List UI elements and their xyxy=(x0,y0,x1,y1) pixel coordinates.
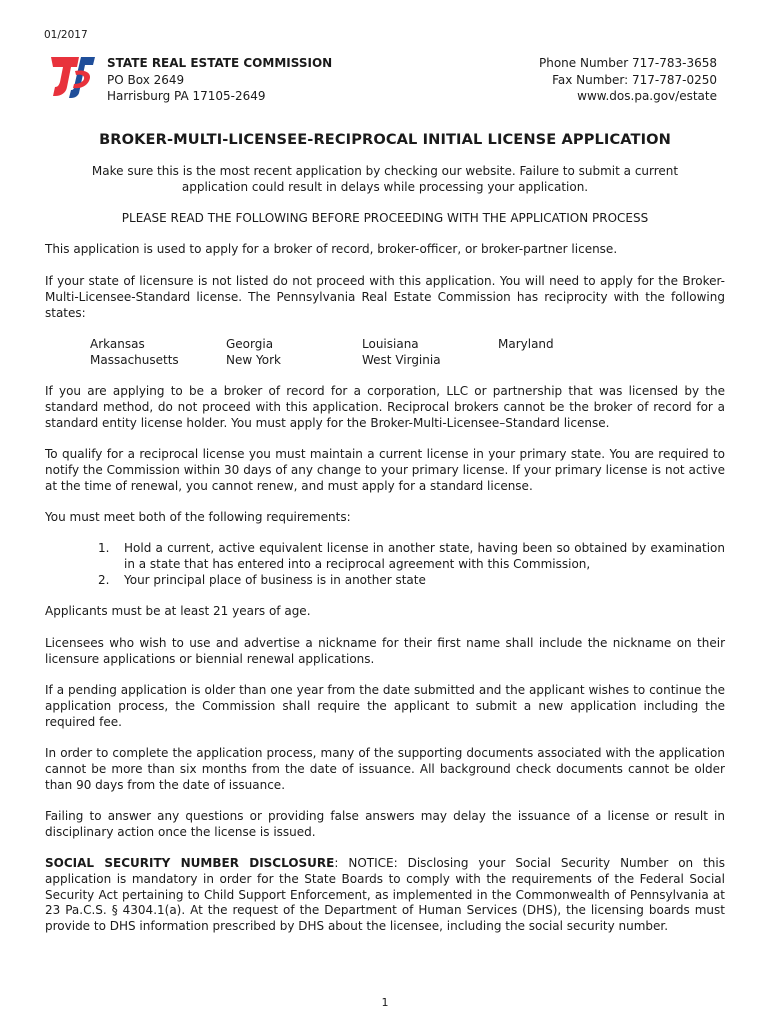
state-item: Arkansas xyxy=(90,337,145,351)
state-item: West Virginia xyxy=(362,353,441,367)
commission-name: STATE REAL ESTATE COMMISSION xyxy=(107,56,333,70)
intro-line-1: Make sure this is the most recent application by checking our website. Failure to submit a current xyxy=(91,164,679,178)
fax-number: Fax Number: 717-787-0250 xyxy=(552,72,717,87)
ssn-colon: : xyxy=(334,856,339,870)
commission-address xyxy=(107,55,332,105)
state-item: Maryland xyxy=(498,337,554,351)
intro-paragraph xyxy=(45,164,725,196)
requirement-item xyxy=(98,541,725,573)
pennsylvania-keystone-logo xyxy=(49,53,97,99)
state-item: New York xyxy=(226,353,281,367)
page-title: BROKER-MULTI-LICENSEE-RECIPROCAL INITIAL LICENSE APPLICATION xyxy=(99,131,671,148)
requirement-text: Hold a current, active equivalent license in another state, having been so obtained by examination in a state that has entered into a reciprocal agreement with this Commission, xyxy=(124,541,725,571)
contact-info xyxy=(539,55,717,105)
paragraph-qualify: To qualify for a reciprocal license you must maintain a current license in your primary state. You are required to notify the Commission within 30 days of any change to your primary license. If your primary license is not active at the time of renewal, you cannot renew, and must apply for a standard license. xyxy=(45,447,725,493)
state-item: Louisiana xyxy=(362,337,419,351)
requirements-list xyxy=(98,541,725,588)
paragraph-requirements-intro: You must meet both of the following requirements: xyxy=(45,510,351,524)
paragraph-pending-application: If a pending application is older than one year from the date submitted and the applicant wishes to continue the application process, the Commission shall require the applicant to submit a new application including the required fee. xyxy=(45,683,725,729)
po-box: PO Box 2649 xyxy=(107,72,185,87)
paragraph-age: Applicants must be at least 21 years of age. xyxy=(45,604,311,618)
revision-date: 01/2017 xyxy=(44,29,88,41)
intro-line-2: application could result in delays while processing your application. xyxy=(181,179,589,194)
paragraph-state-licensure: If your state of licensure is not listed do not proceed with this application. You will need to apply for the Broker-Multi-Licensee-Standard license. The Pennsylvania Real Estate Commission has reciprocity with the following states: xyxy=(45,274,725,320)
paragraph-false-answers: Failing to answer any questions or providing false answers may delay the issuance of a license or result in disciplinary action once the license is issued. xyxy=(45,809,725,839)
phone-number: Phone Number 717-783-3658 xyxy=(538,56,717,70)
state-item: Georgia xyxy=(226,337,274,351)
ssn-disclosure xyxy=(45,856,725,935)
paragraph-supporting-documents: In order to complete the application process, many of the supporting documents associated with the application cannot be more than six months from the date of issuance. All background check documents cannot be older than 90 days from the date of issuance. xyxy=(45,746,725,792)
city-state-zip: Harrisburg PA 17105-2649 xyxy=(107,89,266,103)
ssn-disclosure-label: SOCIAL SECURITY NUMBER DISCLOSURE xyxy=(45,856,335,870)
state-item: Massachusetts xyxy=(90,353,179,367)
paragraph-broker-of-record: If you are applying to be a broker of record for a corporation, LLC or partnership that was licensed by the standard method, do not proceed with this application. Reciprocal brokers cannot be the broker of record for a standard entity license holder. You must apply for the Broker-Multi-Licensee–Standard license. xyxy=(45,384,725,430)
read-notice: PLEASE READ THE FOLLOWING BEFORE PROCEEDING WITH THE APPLICATION PROCESS xyxy=(121,211,649,225)
page-number: 1 xyxy=(381,996,389,1009)
requirement-item xyxy=(98,573,725,589)
requirement-number: 2. xyxy=(98,572,110,587)
ssn-disclosure-text: NOTICE: Disclosing your Social Security Number on this application is mandatory in order for the State Boards to comply with the requirements of the Federal Social Security Act pertaining to Child Support Enforcement, as implemented in the Commonwealth of Pennsylvania at 23 Pa.C.S. § 4304.1(a). At the request of the Department of Human Services (DHS), the licensing boards must provide to DHS information prescribed by DHS about the licensee, including the social security number. xyxy=(45,856,726,934)
requirement-number: 1. xyxy=(98,541,110,555)
paragraph-purpose: This application is used to apply for a broker of record, broker-officer, or broker-partner license. xyxy=(45,242,618,256)
website-link[interactable]: www.dos.pa.gov/estate xyxy=(577,89,717,103)
requirement-text: Your principal place of business is in another state xyxy=(124,572,426,587)
paragraph-nickname: Licensees who wish to use and advertise a nickname for their first name shall include the nickname on their licensure applications or biennial renewal applications. xyxy=(45,636,725,666)
